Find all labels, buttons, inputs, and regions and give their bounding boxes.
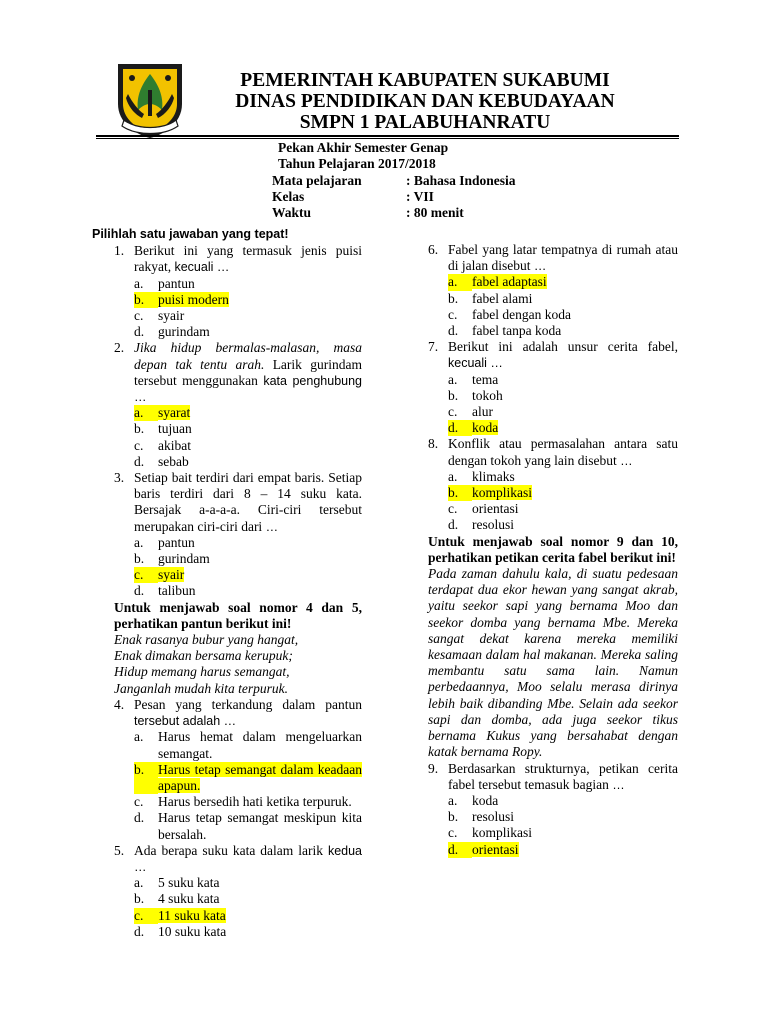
option-letter: c. bbox=[134, 308, 144, 324]
option-text: resolusi bbox=[472, 809, 514, 825]
question-number: 2. bbox=[114, 340, 125, 356]
pantun-instruction: Untuk menjawab soal nomor 4 dan 5, perhatikan pantun berikut ini! bbox=[114, 599, 362, 631]
option-letter: c. bbox=[134, 437, 144, 453]
option-text: talibun bbox=[158, 583, 196, 599]
option[interactable] bbox=[134, 551, 362, 567]
question-6 bbox=[428, 242, 678, 274]
option-answer[interactable] bbox=[134, 908, 362, 924]
option-letter: b. bbox=[448, 485, 472, 501]
option[interactable] bbox=[448, 388, 678, 404]
question-quote: Jika hidup bermalas-malasan, masa depan tak tentu arah. bbox=[134, 340, 362, 372]
question-number: 5. bbox=[114, 842, 125, 858]
option-text: gurindam bbox=[158, 551, 210, 567]
option-letter: d. bbox=[134, 923, 145, 939]
option-text: akibat bbox=[158, 437, 191, 453]
option[interactable] bbox=[448, 323, 678, 339]
question-text: Konflik atau permasalahan antara satu dengan tokoh yang lain disebut bbox=[448, 436, 678, 468]
option-text: koda bbox=[472, 420, 499, 436]
question-number: 3. bbox=[114, 470, 125, 486]
question-text: Ada berapa suku kata dalam larik bbox=[134, 842, 328, 858]
option-answer[interactable] bbox=[448, 274, 678, 290]
option-letter: b. bbox=[134, 292, 158, 308]
option-letter: c. bbox=[448, 404, 458, 420]
question-number: 4. bbox=[114, 696, 125, 712]
question-3 bbox=[114, 470, 362, 535]
option-text: Harus hemat dalam mengeluarkan semangat. bbox=[158, 729, 362, 761]
option-text: fabel alami bbox=[472, 290, 533, 306]
question-number: 1. bbox=[114, 243, 125, 259]
option-letter: b. bbox=[134, 551, 145, 567]
question-7 bbox=[428, 339, 678, 371]
option-text: fabel dengan koda bbox=[472, 306, 571, 322]
option[interactable] bbox=[134, 875, 362, 891]
question-number: 9. bbox=[428, 760, 439, 776]
option-letter: b. bbox=[134, 891, 145, 907]
question-suffix: kecuali … bbox=[174, 260, 230, 275]
exam-row-subject bbox=[272, 173, 516, 189]
option-letter: a. bbox=[448, 468, 458, 484]
option-letter: a. bbox=[134, 729, 144, 745]
option-letter: a. bbox=[134, 534, 144, 550]
option-text: pantun bbox=[158, 275, 195, 291]
option-text: alur bbox=[472, 404, 493, 420]
option[interactable] bbox=[134, 438, 362, 454]
header-line-2: DINAS PENDIDIKAN DAN KEBUDAYAAN bbox=[235, 91, 615, 112]
pantun-line: Janganlah mudah kita terpuruk. bbox=[114, 680, 288, 696]
option-letter: b. bbox=[448, 290, 459, 306]
exam-row-time bbox=[272, 205, 516, 221]
question-suffix: kedua … bbox=[134, 843, 362, 874]
option-text: orientasi bbox=[472, 841, 519, 857]
letterhead bbox=[190, 70, 660, 133]
option[interactable] bbox=[134, 891, 362, 907]
option-text: puisi modern bbox=[158, 291, 229, 307]
option-letter: b. bbox=[448, 387, 459, 403]
option-letter: b. bbox=[134, 762, 158, 794]
option-text: tokoh bbox=[472, 387, 503, 403]
option-letter: c. bbox=[448, 825, 458, 841]
question-5 bbox=[114, 843, 362, 875]
option-text: pantun bbox=[158, 534, 195, 550]
question-2 bbox=[114, 340, 362, 405]
option-text: syair bbox=[158, 567, 185, 583]
option-text: komplikasi bbox=[472, 825, 532, 841]
option-letter: d. bbox=[134, 583, 145, 599]
question-9 bbox=[428, 761, 678, 793]
option[interactable] bbox=[134, 729, 362, 761]
option[interactable] bbox=[134, 421, 362, 437]
option-answer[interactable] bbox=[448, 485, 678, 501]
fabel-story: Pada zaman dahulu kala, di suatu pedesaan terdapat dua ekor hewan yang sangat akrab, yaitu seekor sapi yang bernama Moo dan seekor domba yang bernama Mbe. Mereka sangat dekat karena mereka memiliki kesamaan dalam hal makanan. Mereka saling membantu satu sama lain. Namun perbedaannya, Moo selalu merasa dirinya lebih baik dibanding Mbe. Selain ada seekor sapi dan domba, ada juga seekor tikus bernama Kukus yang bersahabat dengan katak bernama Ropy. bbox=[428, 566, 678, 760]
option-letter: c. bbox=[134, 908, 158, 924]
option-text: klimaks bbox=[472, 468, 515, 484]
option[interactable] bbox=[448, 517, 678, 533]
question-suffix: kata penghubung … bbox=[134, 373, 362, 405]
option-text: resolusi bbox=[472, 517, 514, 533]
option-answer[interactable] bbox=[134, 292, 362, 308]
option-letter: d. bbox=[448, 842, 472, 858]
right-column bbox=[428, 242, 678, 858]
option-answer[interactable] bbox=[134, 567, 362, 583]
option-text: 4 suku kata bbox=[158, 891, 220, 907]
question-suffix: … bbox=[612, 777, 625, 792]
option[interactable] bbox=[134, 794, 362, 810]
option-text: tujuan bbox=[158, 421, 192, 437]
option-letter: b. bbox=[448, 809, 459, 825]
exam-row-label: Kelas bbox=[272, 188, 305, 204]
pantun-line: Enak dimakan bersama kerupuk; bbox=[114, 648, 293, 664]
exam-row-value: : Bahasa Indonesia bbox=[406, 172, 516, 188]
header-divider bbox=[96, 135, 679, 137]
option-text: komplikasi bbox=[472, 485, 532, 501]
option-text: syair bbox=[158, 308, 185, 324]
regency-crest-icon bbox=[112, 60, 188, 140]
option-answer[interactable] bbox=[448, 842, 678, 858]
question-8 bbox=[428, 436, 678, 468]
option-letter: d. bbox=[134, 810, 145, 826]
option-text: Harus tetap semangat dalam keadaan apapun. bbox=[158, 761, 362, 793]
option-letter: c. bbox=[448, 501, 458, 517]
question-suffix: kecuali … bbox=[448, 356, 503, 371]
question-text: Larik gurindam tersebut menggunakan bbox=[134, 356, 362, 388]
question-4 bbox=[114, 697, 362, 729]
option[interactable] bbox=[134, 535, 362, 551]
option[interactable] bbox=[448, 307, 678, 323]
exam-row-label: Waktu bbox=[272, 205, 312, 221]
option-letter: a. bbox=[448, 371, 458, 387]
question-text: Berdasarkan strukturnya, petikan cerita fabel tersebut temasuk bagian bbox=[448, 760, 678, 792]
option[interactable] bbox=[448, 372, 678, 388]
option[interactable] bbox=[134, 810, 362, 842]
option[interactable] bbox=[448, 469, 678, 485]
question-text: Setiap bait terdiri dari empat baris. Setiap baris terdiri dari 8 – 14 suku kata. Bersajak a-a-a-a. Ciri-ciri tersebut merupakan ciri-ciri dari bbox=[134, 470, 362, 534]
fabel-instruction: Untuk menjawab soal nomor 9 dan 10, perhatikan petikan cerita fabel berikut ini! bbox=[428, 533, 678, 565]
option-letter: d. bbox=[448, 420, 472, 436]
option-letter: d. bbox=[134, 453, 145, 469]
left-column bbox=[92, 226, 362, 940]
pantun-line: Enak rasanya bubur yang hangat, bbox=[114, 632, 299, 648]
exam-row-value: : VII bbox=[406, 188, 434, 204]
option[interactable] bbox=[448, 291, 678, 307]
option-text: sebab bbox=[158, 453, 189, 469]
question-text: Pesan yang terkandung dalam pantun bbox=[134, 696, 362, 712]
option-letter: a. bbox=[448, 792, 458, 808]
header-divider-thin bbox=[96, 138, 679, 139]
option-text: gurindam bbox=[158, 324, 210, 340]
option-text: 10 suku kata bbox=[158, 923, 227, 939]
exam-row-label: Mata pelajaran bbox=[272, 172, 362, 188]
option-text: fabel tanpa koda bbox=[472, 323, 562, 339]
option-answer[interactable] bbox=[134, 405, 362, 421]
option-letter: c. bbox=[448, 306, 458, 322]
option-letter: a. bbox=[134, 405, 158, 421]
instruction: Pilihlah satu jawaban yang tepat! bbox=[92, 227, 289, 241]
option[interactable] bbox=[134, 276, 362, 292]
option[interactable] bbox=[134, 583, 362, 599]
option[interactable] bbox=[448, 501, 678, 517]
option-letter: a. bbox=[448, 274, 472, 290]
exam-row-class bbox=[272, 189, 516, 205]
option-text: 5 suku kata bbox=[158, 875, 220, 891]
pantun-line: Hidup memang harus semangat, bbox=[114, 664, 290, 680]
option-answer[interactable] bbox=[448, 420, 678, 436]
question-suffix: … bbox=[620, 453, 633, 468]
question-number: 7. bbox=[428, 339, 439, 355]
option-letter: d. bbox=[448, 517, 459, 533]
option-text: koda bbox=[472, 792, 499, 808]
option[interactable] bbox=[134, 308, 362, 324]
question-text: Fabel yang latar tempatnya di rumah atau di jalan disebut bbox=[448, 242, 678, 274]
exam-row-value: : 80 menit bbox=[406, 205, 464, 221]
header-line-3: SMPN 1 PALABUHANRATU bbox=[299, 112, 551, 133]
option[interactable] bbox=[448, 809, 678, 825]
exam-info bbox=[272, 140, 516, 221]
option-letter: d. bbox=[448, 323, 459, 339]
question-1 bbox=[114, 243, 362, 275]
option-text: orientasi bbox=[472, 501, 519, 517]
option-text: tema bbox=[472, 371, 499, 387]
option-text: Harus tetap semangat meskipun kita bersalah. bbox=[158, 810, 362, 842]
header-line-1: PEMERINTAH KABUPATEN SUKABUMI bbox=[240, 70, 610, 91]
option[interactable] bbox=[448, 404, 678, 420]
option-text: fabel adaptasi bbox=[472, 274, 547, 290]
question-text: Berikut ini adalah unsur cerita fabel, bbox=[448, 339, 678, 355]
exam-title: Pekan Akhir Semester Genap bbox=[278, 140, 449, 155]
option-letter: d. bbox=[134, 324, 145, 340]
exam-year: Tahun Pelajaran 2017/2018 bbox=[278, 156, 436, 172]
question-number: 8. bbox=[428, 436, 439, 452]
option-text: Harus bersedih hati ketika terpuruk. bbox=[158, 794, 352, 810]
option[interactable] bbox=[134, 324, 362, 340]
option[interactable] bbox=[134, 924, 362, 940]
option-text: 11 suku kata bbox=[158, 907, 226, 923]
option-letter: c. bbox=[134, 794, 144, 810]
question-suffix: … bbox=[533, 259, 547, 274]
option[interactable] bbox=[448, 825, 678, 841]
option[interactable] bbox=[134, 454, 362, 470]
question-suffix: tersebut adalah … bbox=[134, 714, 237, 729]
option-letter: c. bbox=[134, 567, 158, 583]
question-suffix: … bbox=[265, 519, 279, 534]
option-letter: a. bbox=[134, 275, 144, 291]
option-answer[interactable] bbox=[134, 762, 362, 794]
question-number: 6. bbox=[428, 242, 439, 257]
option[interactable] bbox=[448, 793, 678, 809]
question-text: Berikut ini yang termasuk jenis puisi rakyat, bbox=[134, 243, 362, 275]
option-letter: b. bbox=[134, 421, 145, 437]
option-letter: a. bbox=[134, 875, 144, 891]
option-text: syarat bbox=[158, 405, 191, 421]
